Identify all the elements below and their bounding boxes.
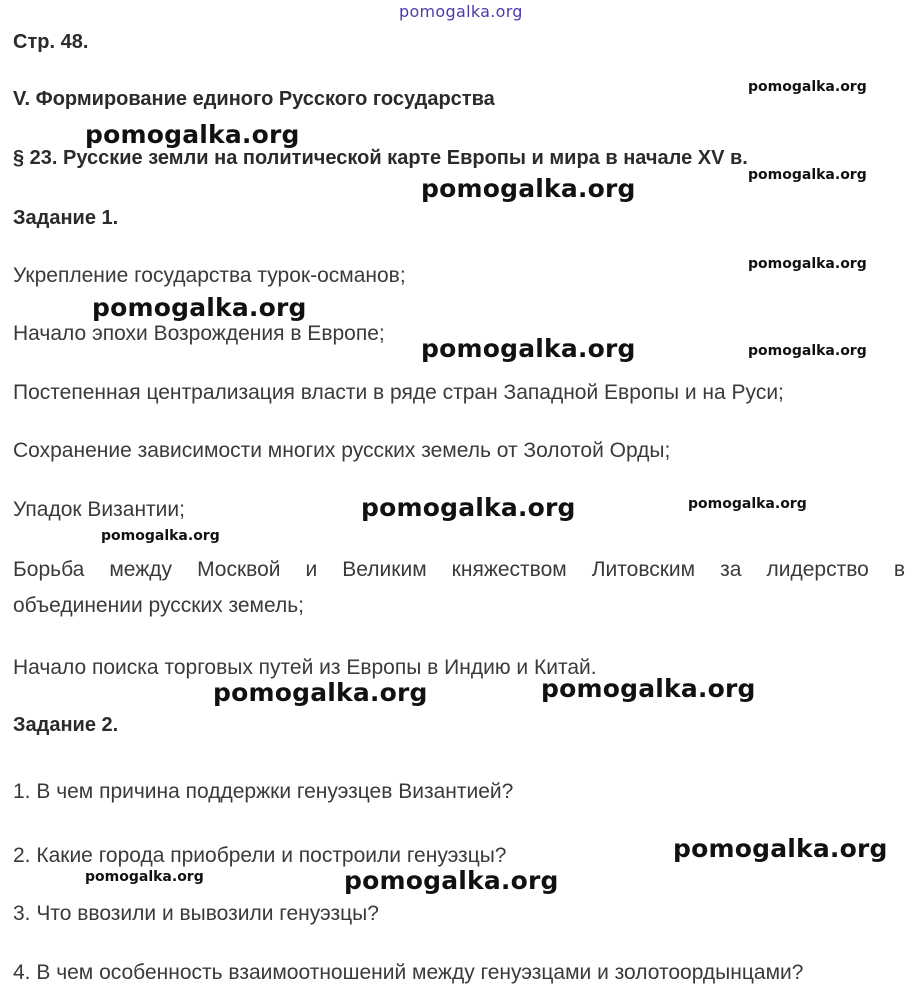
task1-long-item: [13, 552, 905, 624]
watermark: pomogalka.org: [344, 866, 559, 895]
watermark: pomogalka.org: [361, 493, 576, 522]
page-reference: Стр. 48.: [13, 31, 89, 53]
task2-question: 3. Что ввозили и вывозили генуэзцы?: [13, 902, 379, 925]
paragraph-title: § 23. Русские земли на политической карте Европы и мира в начале XV в.: [13, 147, 748, 169]
watermark: pomogalka.org: [748, 167, 867, 183]
watermark: pomogalka.org: [748, 79, 867, 95]
task1-item: Сохранение зависимости многих русских земель от Золотой Орды;: [13, 439, 671, 462]
watermark: pomogalka.org: [748, 343, 867, 359]
watermark: pomogalka.org: [92, 293, 307, 322]
task2-question: 2. Какие города приобрели и построили генуэзцы?: [13, 844, 507, 867]
watermark: pomogalka.org: [421, 334, 636, 363]
watermark: pomogalka.org: [688, 496, 807, 512]
watermark: pomogalka.org: [421, 174, 636, 203]
task2-question: 1. В чем причина поддержки генуэзцев Византией?: [13, 780, 514, 803]
task1-item: Укрепление государства турок-османов;: [13, 264, 406, 287]
watermark: pomogalka.org: [213, 678, 428, 707]
watermark: pomogalka.org: [541, 674, 756, 703]
section-title: V. Формирование единого Русского государства: [13, 88, 495, 110]
task1-long-item-line2: объединении русских земель;: [13, 594, 304, 617]
watermark: pomogalka.org: [85, 120, 300, 149]
watermark: pomogalka.org: [101, 528, 220, 544]
task1-item: Начало поиска торговых путей из Европы в Индию и Китай.: [13, 656, 597, 679]
task2-question: 4. В чем особенность взаимоотношений между генуэзцами и золотоордынцами?: [13, 961, 804, 984]
task1-item: Упадок Византии;: [13, 498, 185, 521]
task1-item: Постепенная централизация власти в ряде стран Западной Европы и на Руси;: [13, 381, 784, 404]
watermark: pomogalka.org: [399, 2, 523, 21]
watermark: pomogalka.org: [673, 834, 888, 863]
watermark: pomogalka.org: [748, 256, 867, 272]
task1-long-item-line1: Борьба между Москвой и Великим княжеством Литовским за лидерство в: [13, 558, 905, 581]
task1-title: Задание 1.: [13, 207, 119, 229]
task1-item: Начало эпохи Возрождения в Европе;: [13, 322, 385, 345]
task2-title: Задание 2.: [13, 714, 119, 736]
watermark: pomogalka.org: [85, 869, 204, 885]
